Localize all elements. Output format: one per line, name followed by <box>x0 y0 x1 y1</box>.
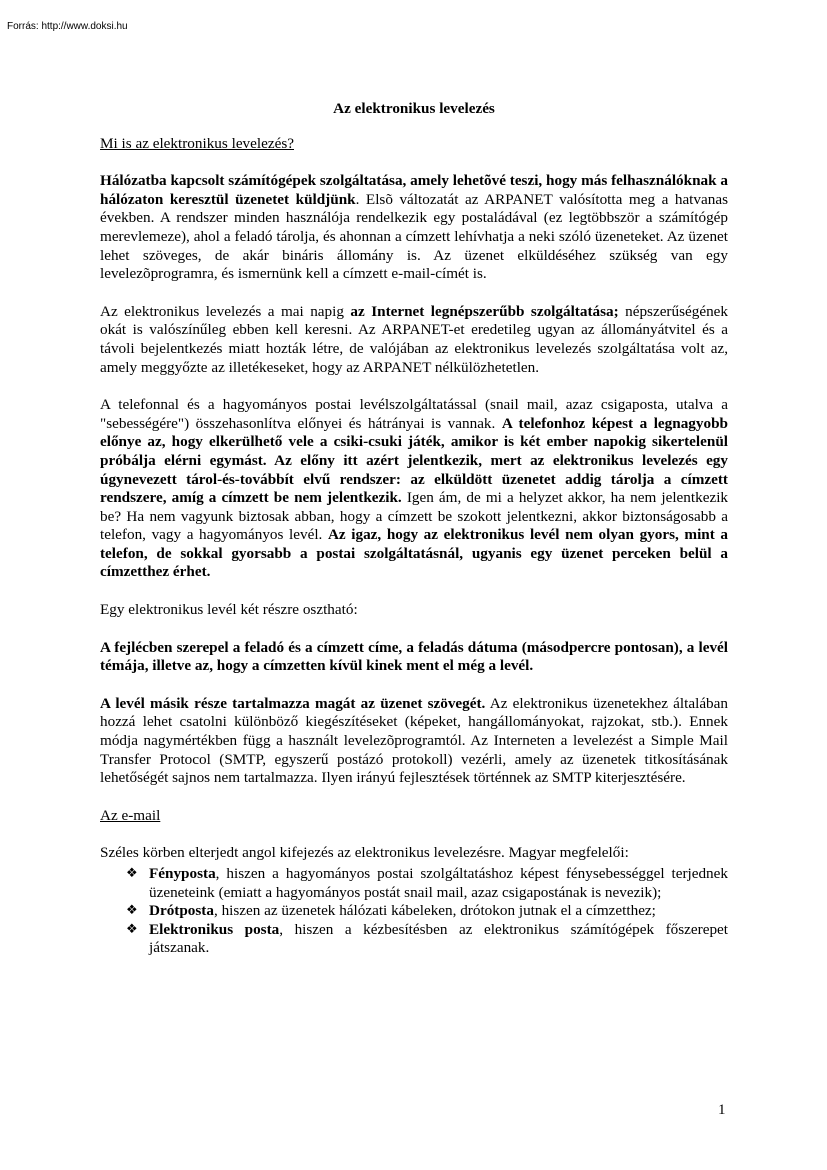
page-number: 1 <box>718 1102 726 1118</box>
paragraph-comparison <box>100 396 728 582</box>
popularity-text-1: Az elektronikus levelezés a mai napig <box>100 302 351 320</box>
section-heading-email: Az e-mail <box>100 806 161 824</box>
comparison-text-2: Igen ám, de mi a helyzet akkor, ha nem jelentkezik be? Ha nem vagyunk biztosak abban, hogy a címzett be szokott jelentkezni, akkor biztonságosabb a telefon, vagy a hagyományos levél. <box>100 489 729 544</box>
list-item <box>126 921 728 958</box>
comparison-bold-2: Az igaz, hogy az elektronikus levél nem olyan gyors, mint a telefon, de sokkal gyorsabb a postai szolgáltatásnál, ugyanis egy üzenet perceken belül a címzetthez érhet. <box>100 526 728 581</box>
paragraph-email-intro: Széles körben elterjedt angol kifejezés az elektronikus levelezésre. Magyar megfelelői: <box>100 844 629 862</box>
list-item <box>126 902 728 921</box>
term-text: , hiszen a hagyományos postai szolgáltatáshoz képest fénysebességgel terjednek üzeneteink (emiatt a hagyományos postát snail mail, azaz csigapostának is nevezik); <box>149 865 728 901</box>
term-text: , hiszen a kézbesítésben az elektronikus számítógépek főszerepet játszanak. <box>149 920 728 957</box>
diamond-bullet-icon: ❖ <box>126 921 138 937</box>
definition-bold: Hálózatba kapcsolt számítógépek szolgáltatása, amely lehetõvé teszi, hogy más felhasználóknak a hálózaton keresztül üzenetet küldjünk <box>100 172 728 208</box>
paragraph-popularity <box>100 303 728 377</box>
diamond-bullet-icon: ❖ <box>126 866 138 881</box>
paragraph-definition <box>100 172 728 284</box>
header-bold: A fejlécben szerepel a feladó és a címzett címe, a feladás dátuma (másodpercre pontosan), a levél témája, illetve az, hogy a címzetten kívül kinek ment el még a levél. <box>100 638 728 675</box>
paragraph-body-part <box>100 695 728 788</box>
comparison-text-1: A telefonnal és a hagyományos postai levélszolgáltatással (snail mail, azaz csigaposta, utalva a "sebességére") összehasonlítva előnyei és hátrányai is vannak. <box>100 396 728 432</box>
document-body <box>100 100 728 958</box>
term-text: , hiszen az üzenetek hálózati kábeleken, drótokon jutnak el a címzetthez; <box>213 902 656 920</box>
comparison-bold-1: A telefonhoz képest a legnagyobb előnye az, hogy elkerülhető vele a csiki-csuki játék, amikor is két ember napokig sikertelenül próbálja elérni egymást. Az előny itt azért jelentkezik, mert az elektronikus levelezés egy úgynevezett tárol-és-továbbít elvű rendszer: az elküldött üzenetet addig tárolja a címzett rendszere, amíg a címzett be nem jelentkezik. <box>100 414 728 507</box>
definition-text: . Elsõ változatát az ARPANET valósította meg a hatvanas években. A rendszer minden használója rendelkezik egy postaládával (ez legtöbbször a számítógép merevlemeze), ahol a feladó tárolja, és ahonnan a címzett lehívhatja a neki szóló üzeneteket. Az üzenet lehet szöveges, de akár bináris állomány is. Az üzenet elküldéséhez szükség van egy levelezõprogramra, és ismernünk kell a címzett e-mail-címét is. <box>100 190 728 283</box>
document-title: Az elektronikus levelezés <box>333 100 495 117</box>
body-part-bold: A levél másik része tartalmazza magát az üzenet szövegét. <box>100 694 486 712</box>
diamond-bullet-icon: ❖ <box>126 903 138 919</box>
email-terms-list <box>100 865 728 958</box>
source-note: Forrás: http://www.doksi.hu <box>7 21 128 32</box>
paragraph-header <box>100 639 728 676</box>
body-part-text: Az elektronikus üzenetekhez általában hozzá lehet csatolni különböző kiegészítéseket (képeket, hangállományokat, rajzokat, stb.). Ennek módja nagymértékben függ a használt levelezõprogramtól. Az Interneten a levelezést a Simple Mail Transfer Protocol (SMTP, egyszerű postázó protokoll) vezérli, amely az üzenetek titkosításának lehetőségét sajnos nem tartalmazza. Ilyen irányú fejlesztések történnek az SMTP kiterjesztésére. <box>100 694 728 787</box>
popularity-bold: az Internet legnépszerűbb szolgáltatása; <box>350 302 619 320</box>
term-bold: Fényposta <box>149 865 216 882</box>
section-heading-what-is: Mi is az elektronikus levelezés? <box>100 134 294 152</box>
list-item <box>126 865 728 902</box>
paragraph-two-parts: Egy elektronikus levél két részre osztható: <box>100 601 358 619</box>
term-bold: Elektronikus posta <box>149 920 280 938</box>
term-bold: Drótposta <box>149 902 214 920</box>
popularity-text-2: népszerűségének okát is valószínűleg ebben kell keresni. Az ARPANET-et eredetileg ugyan az állományátvitel és a távoli bejelentkezés miatt hozták létre, de valójában az elektronikus levelezés szolgáltatása volt az, amely meggyőzte az illetékeseket, hogy az ARPANET nélkülözhetetlen. <box>100 302 728 376</box>
